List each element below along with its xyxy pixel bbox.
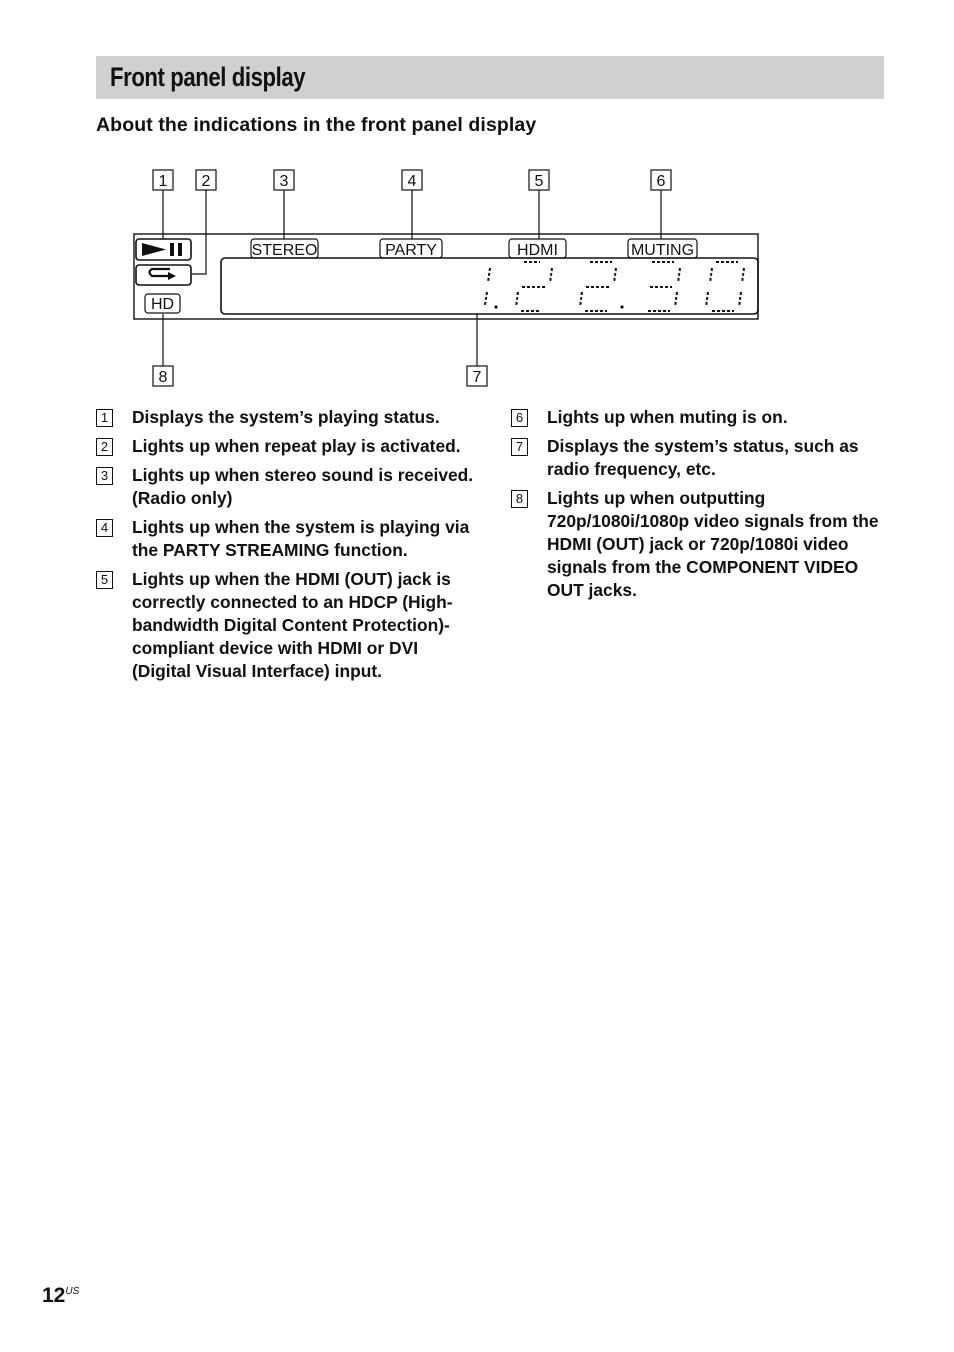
page-number-suffix: US — [65, 1286, 80, 1297]
item-text: Displays the system’s playing status. — [132, 407, 440, 427]
section-subtitle: About the indications in the front panel display — [96, 114, 537, 136]
segment-digits — [485, 262, 744, 311]
play-pause-icon — [142, 243, 182, 256]
stereo-indicator: STEREO — [251, 242, 318, 259]
muting-indicator: MUTING — [630, 242, 695, 259]
item-number: 2 — [96, 438, 113, 456]
item-number: 5 — [96, 571, 113, 589]
callout-1-label: 1 — [158, 173, 168, 190]
item-number: 7 — [511, 438, 528, 456]
hdmi-indicator: HDMI — [517, 242, 558, 259]
list-item — [96, 568, 476, 683]
callout-6-label: 6 — [656, 173, 666, 190]
item-text: Lights up when the HDMI (OUT) jack is correctly connected to an HDCP (High-bandwidth Digital Content Protection)-compliant device with HDMI or DVI (Digital Visual Interface) input. — [132, 569, 453, 681]
list-item — [511, 435, 889, 481]
callout-3-label: 3 — [279, 173, 289, 190]
item-text: Displays the system’s status, such as radio frequency, etc. — [547, 436, 859, 479]
callout-8-label: 8 — [158, 369, 168, 386]
item-number: 6 — [511, 409, 528, 427]
descriptions-right-column — [511, 406, 889, 608]
list-item — [96, 406, 476, 429]
list-item — [511, 487, 889, 602]
item-text: Lights up when stereo sound is received. (Radio only) — [132, 465, 474, 508]
item-number: 3 — [96, 467, 113, 485]
page-title: Front panel display — [110, 62, 306, 92]
callout-4-label: 4 — [407, 173, 417, 190]
callout-7-label: 7 — [472, 369, 482, 386]
item-number: 4 — [96, 519, 113, 537]
party-indicator: PARTY — [385, 242, 437, 259]
hd-indicator: HD — [150, 296, 175, 313]
page-number — [42, 1284, 79, 1308]
item-text: Lights up when the system is playing via the PARTY STREAMING function. — [132, 517, 470, 560]
front-panel-diagram — [0, 0, 954, 400]
list-item — [96, 516, 476, 562]
list-item — [96, 435, 476, 458]
item-text: Lights up when outputting 720p/1080i/1080p video signals from the HDMI (OUT) jack or 720p/1080i video signals from the COMPONENT VIDEO OUT jacks. — [547, 488, 879, 600]
descriptions-left-column — [96, 406, 476, 689]
item-text: Lights up when repeat play is activated. — [132, 436, 461, 456]
list-item — [511, 406, 889, 429]
callout-5-label: 5 — [534, 173, 544, 190]
list-item — [96, 464, 476, 510]
item-number: 8 — [511, 490, 528, 508]
item-number: 1 — [96, 409, 113, 427]
callout-2-label: 2 — [201, 173, 211, 190]
item-text: Lights up when muting is on. — [547, 407, 788, 427]
page-number-value: 12 — [42, 1284, 66, 1307]
